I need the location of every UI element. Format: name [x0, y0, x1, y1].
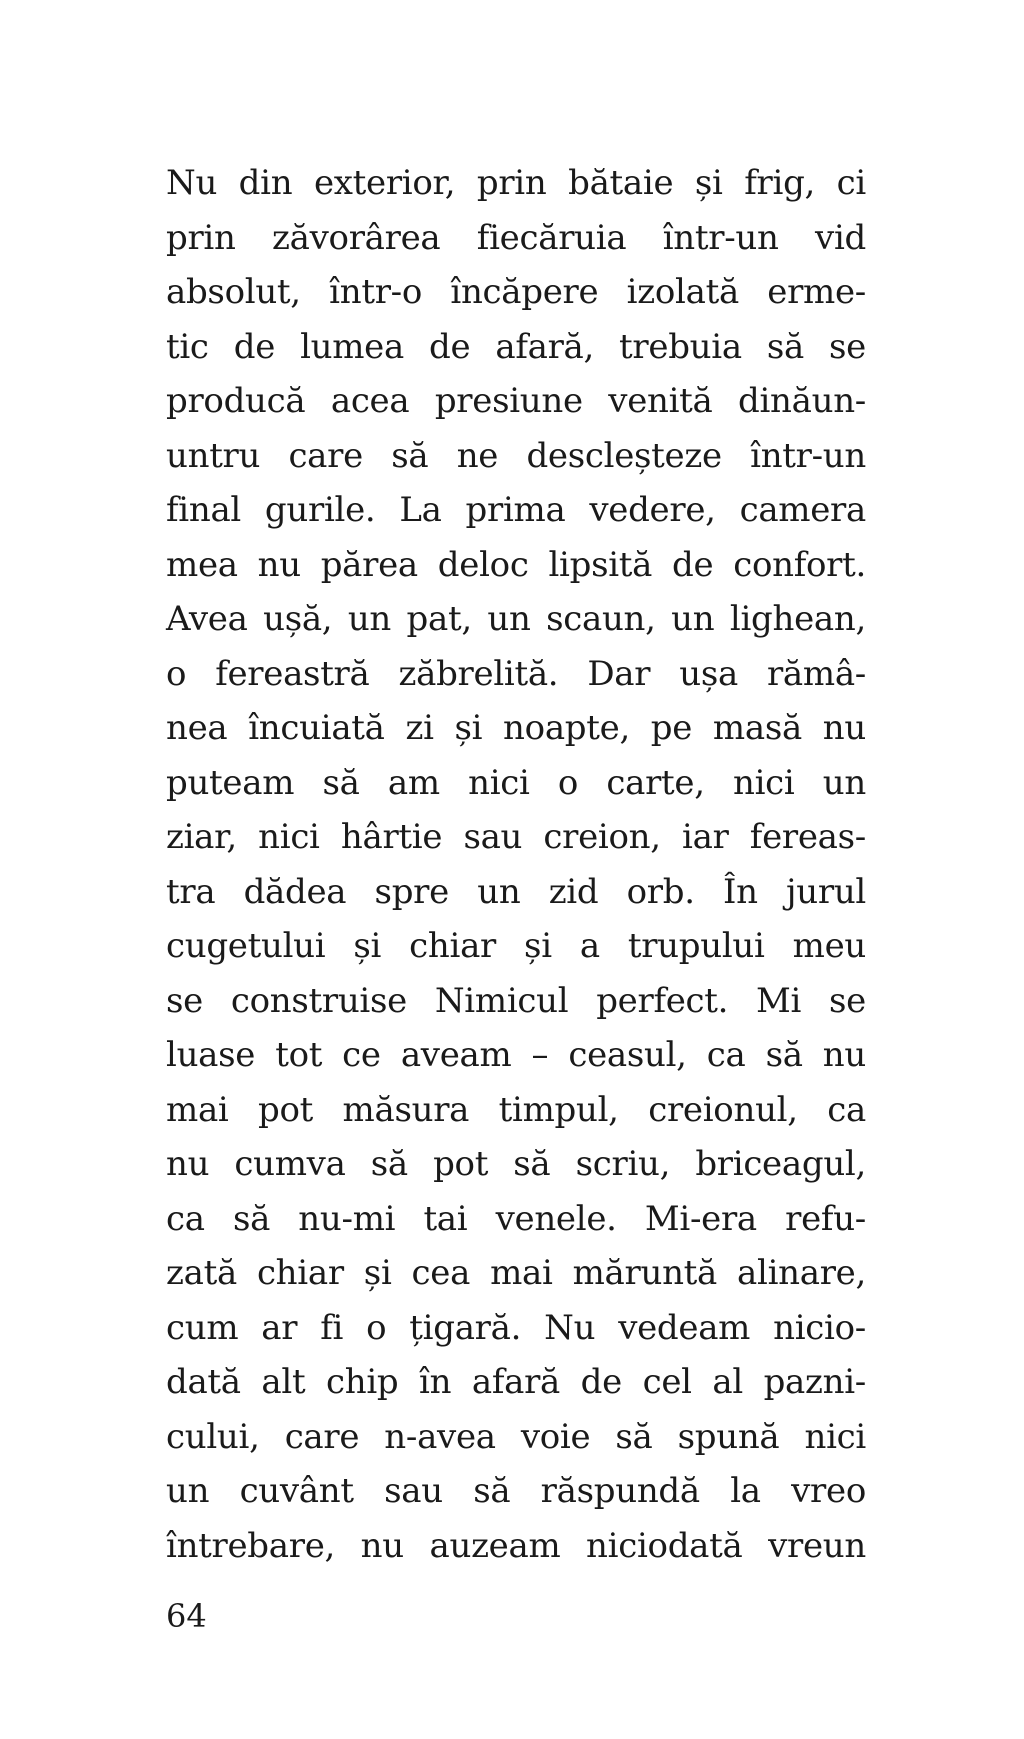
text-line-23: dată alt chip în afară de cel al pazni-	[166, 1362, 866, 1402]
text-line-14: tra dădea spre un zid orb. În jurul	[166, 871, 866, 912]
text-line-12: puteam să am nici o carte, nici un	[166, 762, 866, 803]
text-line-20: ca să nu-mi tai venele. Mi-era refu-	[166, 1198, 866, 1239]
text-line-11: nea încuiată zi și noapte, pe masă nu	[166, 708, 866, 748]
text-line-26: întrebare, nu auzeam niciodată vreun	[166, 1525, 866, 1566]
text-line-25: un cuvânt sau să răspundă la vreo	[166, 1471, 866, 1511]
text-line-2: prin zăvorârea fiecăruia într-un vid	[166, 217, 866, 258]
text-line-10: o fereastră zăbrelită. Dar ușa rămâ-	[166, 653, 866, 694]
text-line-8: mea nu părea deloc lipsită de confort.	[166, 544, 866, 585]
text-line-9: Avea ușă, un pat, un scaun, un lighean,	[166, 599, 866, 639]
text-line-4: tic de lumea de afară, trebuia să se	[166, 326, 866, 367]
page-number: 64	[166, 1597, 207, 1635]
text-line-5: producă acea presiune venită dinăun-	[166, 381, 866, 421]
text-line-7: final gurile. La prima vedere, camera	[166, 490, 866, 530]
text-line-15: cugetului și chiar și a trupului meu	[166, 926, 866, 966]
text-line-22: cum ar fi o țigară. Nu vedeam nicio-	[166, 1307, 866, 1348]
text-line-18: mai pot măsura timpul, creionul, ca	[166, 1089, 866, 1130]
text-line-6: untru care să ne descleșteze într-un	[166, 435, 866, 476]
body-text	[166, 156, 866, 1573]
text-line-19: nu cumva să pot să scriu, briceagul,	[166, 1144, 866, 1184]
text-line-24: cului, care n-avea voie să spună nici	[166, 1416, 866, 1457]
text-line-17: luase tot ce aveam – ceasul, ca să nu	[166, 1035, 866, 1075]
text-line-13: ziar, nici hârtie sau creion, iar fereas-	[166, 817, 866, 857]
text-line-16: se construise Nimicul perfect. Mi se	[166, 980, 866, 1021]
text-line-3: absolut, într-o încăpere izolată erme-	[166, 272, 866, 312]
text-line-21: zată chiar și cea mai măruntă alinare,	[166, 1253, 866, 1293]
text-line-1: Nu din exterior, prin bătaie și frig, ci	[166, 163, 866, 203]
